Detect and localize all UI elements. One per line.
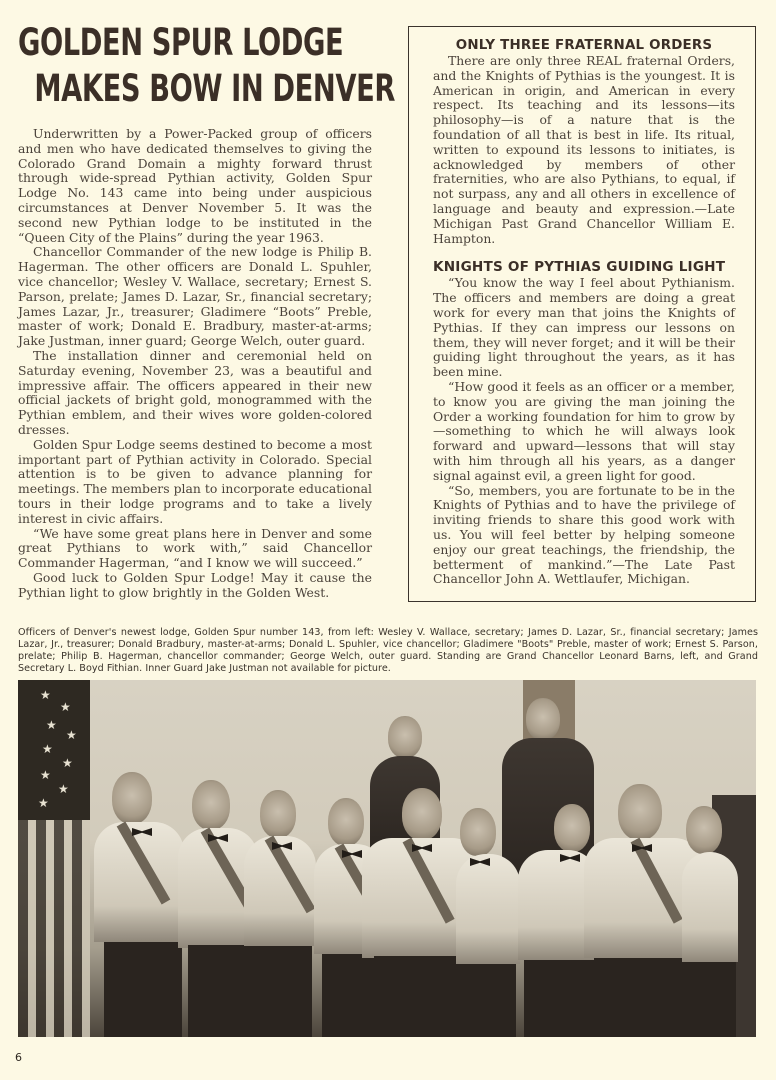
sidebar-heading-fraternal-orders: ONLY THREE FRATERNAL ORDERS bbox=[455, 38, 713, 53]
headline-line-1: GOLDEN SPUR LODGE bbox=[18, 21, 344, 64]
article-paragraph: Good luck to Golden Spur Lodge! May it cause the Pythian light to glow brightly in the Golden West. bbox=[18, 569, 372, 600]
article-paragraph: Underwritten by a Power-Packed group of officers and men who have dedicated themselves to giving the Colorado Grand Domain a mighty forward thrust through wide-spread Pythian activity, Golden Spur Lodge No. 143 came into being under auspicious circumstances at Denver November 5. It was the second new Pythian lodge to be instituted in the “Queen City of the Plains” during the year 1963. bbox=[18, 126, 372, 245]
star-icon: ★ bbox=[58, 782, 69, 796]
star-icon: ★ bbox=[40, 768, 51, 782]
sidebar-section-guiding-light bbox=[433, 276, 735, 587]
headline-line-2: MAKES BOW IN DENVER bbox=[34, 67, 395, 110]
page-number: 6 bbox=[15, 1051, 22, 1064]
star-icon: ★ bbox=[38, 796, 49, 810]
article-paragraph: Chancellor Commander of the new lodge is Philip B. Hagerman. The other officers are Donald L. Spuhler, vice chancellor; Wesley V. Wallace, secretary; Ernest S. Parson, prelate; James D. Lazar, Sr., financial secretary; James Lazar, Jr., treasurer; Gladimere “Boots” Preble, master of work; Donald E. Bradbury, master-at-arms; Jake Justman, inner guard; George Welch, outer guard. bbox=[18, 244, 372, 349]
star-icon: ★ bbox=[62, 756, 73, 770]
star-icon: ★ bbox=[40, 688, 51, 702]
article-headline bbox=[18, 20, 395, 112]
article-paragraph: The installation dinner and ceremonial held on Saturday evening, November 23, was a beautiful and impressive affair. The officers appeared in their new official jackets of bright gold, monogrammed with the Pythian emblem, and their wives wore golden-colored dresses. bbox=[18, 347, 372, 437]
sidebar-box bbox=[408, 26, 756, 602]
star-icon: ★ bbox=[60, 700, 71, 714]
photo-caption: Officers of Denver's newest lodge, Golden Spur number 143, from left: Wesley V. Wallace, secretary; James D. Lazar, Sr., financial secretary; James Lazar, Jr., treasurer; Donald Bradbury, master-at-arms; Donald L. Spuhler, vice chancellor; Gladimere "Boots" Preble, master of work; Ernest S. Parson, prelate; Philip B. Hagerman, chancellor commander; George Welch, outer guard. Standing are Grand Chancellor Leonard Barns, left, and Grand Secretary L. Boyd Fithian. Inner Guard Jake Justman not available for picture. bbox=[18, 627, 758, 674]
group-photo bbox=[18, 680, 756, 1037]
flag-canton bbox=[18, 680, 90, 820]
sidebar-paragraph: There are only three REAL fraternal Orders, and the Knights of Pythias is the youngest. It is American in origin, and American in every respect. Its teaching and its lessons—its philosophy—is of a nature that is the foundation of all that is best in life. Its ritual, written to expound its lessons to initiates, is acknowledged by members of other fraternities, who are also Pythians, to equal, if not surpass, any and all others in excellence of language and beauty and expression.—Late Michigan Past Grand Chancellor William E. Hampton. bbox=[433, 53, 735, 246]
sidebar-heading-guiding-light: KNIGHTS OF PYTHIAS GUIDING LIGHT bbox=[433, 259, 726, 276]
article-paragraph: Golden Spur Lodge seems destined to become a most important part of Pythian activity in Colorado. Special attention is to be given to advance planning for meetings. The members plan to incorporate educational tours in their lodge programs and to take a lively interest in civic affairs. bbox=[18, 436, 372, 526]
article-body bbox=[18, 127, 372, 601]
star-icon: ★ bbox=[66, 728, 77, 742]
sidebar-paragraph: “How good it feels as an officer or a member, to know you are giving the man joining the Order a working foundation for him to grow by—something to which he will always look forward and upward—lessons that will stay with him through all his years, as a danger signal against evil, a green light for good. bbox=[433, 378, 735, 483]
star-icon: ★ bbox=[42, 742, 53, 756]
sidebar-paragraph: “You know the way I feel about Pythianism. The officers and members are doing a great work for every man that joins the Knights of Pythias. If they can impress our lessons on them, they will never forget; and it will be their guiding light throughout the years, as it has been mine. bbox=[433, 275, 735, 380]
sidebar-paragraph: “So, members, you are fortunate to be in the Knights of Pythias and to have the privilege of inviting friends to share this good work with us. You will feel better by helping someone enjoy our great teachings, the friendship, the betterment of mankind.”—The Late Past Chancellor John A. Wettlaufer, Michigan. bbox=[433, 482, 735, 587]
article-paragraph: “We have some great plans here in Denver and some great Pythians to work with,” said Chancellor Commander Hagerman, “and I know we will succeed.” bbox=[18, 525, 372, 571]
sidebar-section-fraternal-orders bbox=[433, 54, 735, 246]
star-icon: ★ bbox=[46, 718, 57, 732]
